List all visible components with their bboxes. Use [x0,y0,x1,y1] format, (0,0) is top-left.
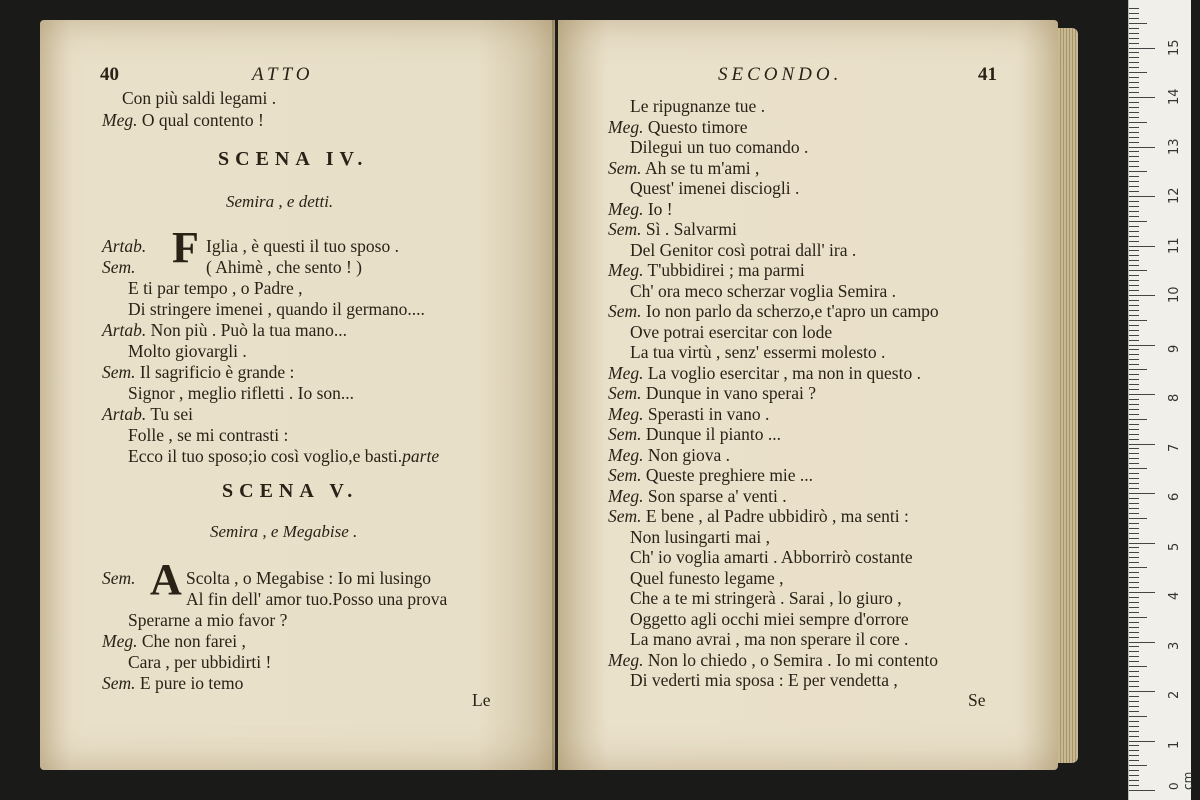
ruler-tick [1129,716,1147,717]
text-line: Non lusingarti mai , [630,526,770,547]
stage-direction: parte [402,446,440,466]
text-line: Sem. Sì . Salvarmi [608,219,737,239]
ruler-tick [1129,137,1139,138]
ruler-tick [1129,543,1155,544]
scene-5-title: SCENA V. [222,480,359,502]
ruler-tick [1129,711,1139,712]
text-line: Meg. Son sparse a' venti . [608,485,787,506]
ruler-tick [1129,760,1139,761]
measurement-ruler [1128,0,1195,800]
ruler-tick [1129,552,1139,553]
ruler-tick [1129,404,1139,405]
ruler-tick [1129,142,1139,143]
ruler-tick [1129,765,1147,766]
ruler-tick [1129,651,1139,652]
ruler-tick [1129,369,1147,370]
ruler-tick [1129,409,1139,410]
ruler-tick [1129,379,1139,380]
ruler-tick [1129,419,1147,420]
ruler-tick [1129,671,1139,672]
ruler-tick [1129,661,1139,662]
text-line: Sperarne a mio favor ? [128,610,288,630]
text-line: Oggetto agli occhi miei sempre d'orrore [630,608,909,629]
ruler-number: 13 [1167,137,1182,155]
ruler-tick [1129,785,1139,786]
ruler-tick [1129,632,1139,633]
ruler-tick [1129,775,1139,776]
ruler-tick [1129,166,1139,167]
ruler-tick [1129,676,1139,677]
text-line: Sem. [102,568,136,588]
ruler-tick [1129,612,1139,613]
text-line: Meg. Sperasti in vano . [608,403,770,424]
text-line: E ti par tempo , o Padre , [128,278,303,298]
text-line: Che a te mi stringerà . Sarai , lo giuro , [630,588,902,608]
ruler-tick [1129,181,1139,182]
ruler-tick [1129,691,1155,692]
ruler-tick [1129,285,1139,286]
ruler-tick [1129,171,1147,172]
ruler-tick [1129,211,1139,212]
right-running-head: SECONDO. [718,64,843,85]
ruler-tick [1129,92,1139,93]
ruler-tick [1129,607,1139,608]
ruler-tick [1129,453,1139,454]
text-line: Artab. Tu sei [102,404,193,424]
text-line: ( Ahimè , che sento ! ) [206,257,362,277]
ruler-number: 7 [1167,443,1182,452]
ruler-tick [1129,28,1139,29]
ruler-tick [1129,731,1139,732]
ruler-tick [1129,686,1139,687]
ruler-tick [1129,755,1139,756]
ruler-tick [1129,513,1139,514]
ruler-tick [1129,241,1139,242]
ruler-tick [1129,156,1139,157]
ruler-tick [1129,394,1155,395]
ruler-tick [1129,473,1139,474]
ruler-tick [1129,290,1139,291]
text-line: Di vederti mia sposa : E per vendetta , [630,670,898,690]
ruler-tick [1129,701,1139,702]
ruler-tick [1129,221,1147,222]
ruler-tick [1129,745,1139,746]
text-line: Sem. Dunque il pianto ... [608,424,782,444]
ruler-tick [1129,8,1139,9]
ruler-tick [1129,97,1155,98]
ruler-tick [1129,642,1155,643]
ruler-tick [1129,359,1139,360]
text-line: Con più saldi legami . [122,88,277,108]
ruler-tick [1129,300,1139,301]
ruler-tick [1129,374,1139,375]
ruler-tick [1129,602,1139,603]
ruler-tick [1129,706,1139,707]
drop-cap: A [150,555,182,604]
ruler-tick [1129,260,1139,261]
ruler-number: 3 [1167,641,1182,650]
ruler-tick [1129,429,1139,430]
text-line: Sem. E bene , al Padre ubbidirò , ma senti : [608,506,909,526]
ruler-tick [1129,538,1139,539]
ruler-tick [1129,741,1155,742]
ruler-tick [1129,191,1139,192]
ruler-tick [1129,325,1139,326]
ruler-tick [1129,77,1139,78]
left-catchword: Le [472,690,491,710]
ruler-tick [1129,750,1139,751]
ruler-number: 14 [1167,88,1182,105]
ruler-tick [1129,117,1139,118]
ruler-tick [1129,250,1139,251]
ruler-tick [1129,770,1139,771]
ruler-tick [1129,523,1139,524]
ruler-tick [1129,622,1139,623]
text-line: Meg. Che non farei , [102,631,246,651]
text-line: Sem. Il sagrificio è grande : [102,362,295,382]
text-line: La tua virtù , senz' essermi molesto . [630,342,886,362]
ruler-tick [1129,315,1139,316]
left-page [40,20,555,770]
ruler-tick [1129,161,1139,162]
left-running-head: ATTO [252,64,314,85]
ruler-tick [1129,503,1139,504]
ruler-tick [1129,597,1139,598]
left-page-number: 40 [100,64,119,85]
right-page-number: 41 [978,64,997,85]
ruler-tick [1129,335,1139,336]
ruler-tick [1129,186,1139,187]
ruler-tick [1129,389,1139,390]
text-line: Sem. Io non parlo da scherzo,e t'apro un campo [608,301,939,321]
ruler-tick [1129,201,1139,202]
scene-4-cast: Semira , e detti. [226,192,334,211]
ruler-tick [1129,508,1139,509]
ruler-tick [1129,790,1155,791]
ruler-tick [1129,646,1139,647]
text-line: Ove potrai esercitar con lode [630,321,833,342]
text-line: Al fin dell' amor tuo.Posso una prova [186,589,448,609]
ruler-tick [1129,567,1147,568]
ruler-tick [1129,67,1139,68]
ruler-tick [1129,127,1139,128]
ruler-tick [1129,518,1147,519]
ruler-tick [1129,216,1139,217]
ruler-tick [1129,176,1139,177]
ruler-tick [1129,151,1139,152]
text-line: Ch' ora meco scherzar voglia Semira . [630,280,897,301]
text-line: Iglia , è questi il tuo sposo . [206,236,399,256]
ruler-tick [1129,310,1139,311]
ruler-tick [1129,478,1139,479]
text-line: Meg. Questo timore [608,116,748,137]
ruler-tick [1129,577,1139,578]
text-line: Sem. E pure io temo [102,673,244,693]
text-line: Ch' io voglia amarti . Abborrirò costante [630,547,913,567]
text-line: Signor , meglio rifletti . Io son... [128,383,355,403]
ruler-tick [1129,82,1139,83]
ruler-tick [1129,448,1139,449]
text-line: Molto giovargli . [128,341,247,361]
text-line: Cara , per ubbidirti ! [128,652,272,672]
ruler-tick [1129,196,1155,197]
ruler-tick [1129,305,1139,306]
scene-4-title: SCENA IV. [218,148,369,170]
ruler-number: 9 [1167,344,1182,353]
ruler-tick [1129,582,1139,583]
text-line: Artab. [102,236,147,256]
ruler-tick [1129,414,1139,415]
text-line: Sem. Queste preghiere mie ... [608,465,814,485]
ruler-tick [1129,444,1155,445]
ruler-tick [1129,424,1139,425]
right-page [558,20,1058,770]
ruler-tick [1129,562,1139,563]
ruler-tick [1129,726,1139,727]
text-line: Del Genitor così potrai dall' ira . [630,239,857,260]
text-line: Sem. Dunque in vano sperai ? [608,383,816,403]
text-line: Dilegui un tuo comando . [630,137,809,157]
ruler-tick [1129,736,1139,737]
ruler-tick [1129,384,1139,385]
ruler-tick [1129,681,1139,682]
ruler-tick [1129,265,1139,266]
ruler-tick [1129,87,1139,88]
ruler-tick [1129,38,1139,39]
ruler-number: 10 [1167,286,1182,303]
ruler-tick [1129,122,1147,123]
page-edges [1058,28,1078,763]
ruler-tick [1129,666,1147,667]
ruler-tick [1129,354,1139,355]
ruler-tick [1129,592,1155,593]
text-line: Meg. La voglio esercitar , ma non in questo . [608,362,921,383]
ruler-tick [1129,236,1139,237]
text-line: Artab. Non più . Può la tua mano... [102,320,347,340]
ruler-tick [1129,463,1139,464]
ruler-tick [1129,458,1139,459]
ruler-tick [1129,330,1139,331]
open-book [40,14,1080,774]
text-line: Folle , se mi contrasti : [128,425,289,445]
ruler-tick [1129,52,1139,53]
ruler-tick [1129,72,1147,73]
text-line: Sem. [102,257,136,277]
ruler-tick [1129,206,1139,207]
ruler-number: 15 [1167,38,1182,56]
ruler-tick [1129,102,1139,103]
ruler-number: 2 [1167,690,1182,699]
ruler-tick [1129,533,1139,534]
ruler-number: 12 [1167,187,1182,204]
text-line: Quest' imenei disciogli . [630,178,800,198]
ruler-tick [1129,434,1139,435]
ruler-tick [1129,488,1139,489]
ruler-tick [1129,528,1139,529]
drop-cap: F [172,223,199,272]
ruler-tick [1129,48,1155,49]
ruler-tick [1129,13,1139,14]
ruler-number: 6 [1167,492,1182,501]
ruler-tick [1129,23,1147,24]
text-line: Ecco il tuo sposo;io così voglio,e basti.parte [128,446,440,466]
text-line: Le ripugnanze tue . [630,96,766,116]
ruler-tick [1129,439,1139,440]
text-line: La mano avrai , ma non sperare il core . [630,629,909,649]
ruler-tick [1129,275,1139,276]
ruler-tick [1129,349,1139,350]
ruler-tick [1129,721,1139,722]
ruler-unit-label: 0 cm [1167,771,1195,790]
text-line: Scolta , o Megabise : Io mi lusingo [186,568,431,588]
ruler-tick [1129,493,1155,494]
ruler-tick [1129,226,1139,227]
ruler-tick [1129,246,1155,247]
text-line: Sem. Ah se tu m'ami , [608,157,760,178]
ruler-tick [1129,627,1139,628]
ruler-tick [1129,587,1139,588]
ruler-tick [1129,637,1139,638]
text-line: Meg. Io ! [608,198,673,219]
ruler-tick [1129,270,1147,271]
ruler-tick [1129,364,1139,365]
text-line: Quel funesto legame , [630,567,784,588]
ruler-tick [1129,18,1139,19]
ruler-tick [1129,43,1139,44]
ruler-number: 11 [1167,236,1182,254]
ruler-tick [1129,340,1139,341]
ruler-number: 1 [1167,740,1182,749]
ruler-tick [1129,572,1139,573]
ruler-number: 5 [1167,542,1182,551]
ruler-tick [1129,147,1155,148]
ruler-number: 4 [1167,591,1182,600]
ruler-tick [1129,617,1147,618]
ruler-tick [1129,112,1139,113]
ruler-tick [1129,33,1139,34]
text-line: Meg. O qual contento ! [102,110,264,130]
ruler-tick [1129,320,1147,321]
ruler-tick [1129,255,1139,256]
text-line: Di stringere imenei , quando il germano.... [128,299,425,319]
ruler-tick [1129,295,1155,296]
ruler-tick [1129,557,1139,558]
scene-5-cast: Semira , e Megabise . [210,522,358,541]
ruler-tick [1129,468,1147,469]
text-line: Meg. Non lo chiedo , o Semira . Io mi contento [608,649,939,670]
ruler-tick [1129,345,1155,346]
right-catchword: Se [968,690,986,710]
ruler-number: 8 [1167,393,1182,402]
ruler-tick [1129,498,1139,499]
ruler-tick [1129,483,1139,484]
ruler-tick [1129,399,1139,400]
ruler-tick [1129,280,1139,281]
ruler-tick [1129,696,1139,697]
ruler-tick [1129,780,1139,781]
ruler-tick [1129,57,1139,58]
ruler-tick [1129,231,1139,232]
ruler-tick [1129,62,1139,63]
ruler-tick [1129,656,1139,657]
ruler-tick [1129,132,1139,133]
text-line: Meg. T'ubbidirei ; ma parmi [608,260,805,280]
text-line: Meg. Non giova . [608,444,731,465]
ruler-tick [1129,107,1139,108]
ruler-tick [1129,547,1139,548]
